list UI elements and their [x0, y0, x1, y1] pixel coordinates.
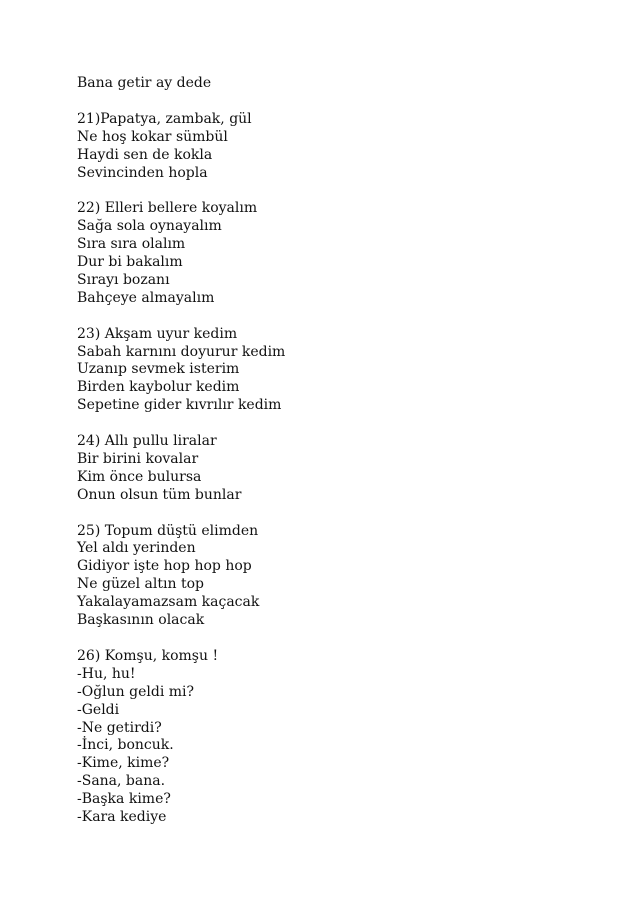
text-line: Sevincinden hopla [77, 164, 208, 181]
text-line: Sırayı bozanı [77, 271, 170, 288]
stanza-2 [77, 111, 577, 183]
text-line: 21)Papatya, zambak, gül [77, 110, 252, 127]
text-line: -Geldi [77, 701, 120, 718]
text-line: -Hu, hu! [77, 665, 136, 682]
text-line: 25) Topum düştü elimden [77, 522, 259, 539]
text-line: Sıra sıra olalım [77, 236, 186, 253]
stanza-7 [77, 648, 577, 827]
text-line: 26) Komşu, komşu ! [77, 647, 219, 664]
text-line: Yel aldı yerinden [77, 540, 196, 557]
stanza-5 [77, 433, 577, 505]
text-line: -İnci, boncuk. [77, 737, 174, 754]
text-line: Ne güzel altın top [77, 576, 204, 593]
text-line: Bahçeye almayalım [77, 289, 215, 306]
text-line: Ne hoş kokar sümbül [77, 128, 228, 145]
text-line: 22) Elleri bellere koyalım [77, 200, 258, 217]
text-line: -Kime, kime? [77, 755, 170, 772]
text-line: Birden kaybolur kedim [77, 379, 240, 396]
text-line: -Kara kediye [77, 809, 167, 826]
text-line: Bana getir ay dede [77, 75, 212, 91]
text-line: Uzanıp sevmek isterim [77, 361, 240, 378]
stanza-3 [77, 200, 577, 307]
text-line: -Sana, bana. [77, 773, 166, 790]
stanza-4 [77, 326, 577, 416]
stanza-1 [77, 75, 577, 93]
text-line: Haydi sen de kokla [77, 146, 213, 163]
text-line: Dur bi bakalım [77, 254, 183, 271]
text-line: Sabah karnını doyurur kedim [77, 343, 286, 360]
text-line: Gidiyor işte hop hop hop [77, 558, 252, 575]
text-line: Başkasının olacak [77, 612, 205, 629]
text-line: 23) Akşam uyur kedim [77, 325, 238, 342]
text-line: 24) Allı pullu liralar [77, 433, 217, 450]
poem-text-body [77, 75, 577, 845]
text-line: Bir birini kovalar [77, 450, 199, 467]
text-line: -Oğlun geldi mi? [77, 683, 195, 700]
stanza-6 [77, 523, 577, 630]
text-line: -Ne getirdi? [77, 719, 162, 736]
text-line: Sepetine gider kıvrılır kedim [77, 397, 282, 414]
text-line: Kim önce bulursa [77, 468, 202, 485]
text-line: Sağa sola oynayalım [77, 218, 222, 235]
text-line: -Başka kime? [77, 791, 171, 808]
text-line: Onun olsun tüm bunlar [77, 486, 242, 503]
text-line: Yakalayamazsam kaçacak [77, 594, 260, 611]
